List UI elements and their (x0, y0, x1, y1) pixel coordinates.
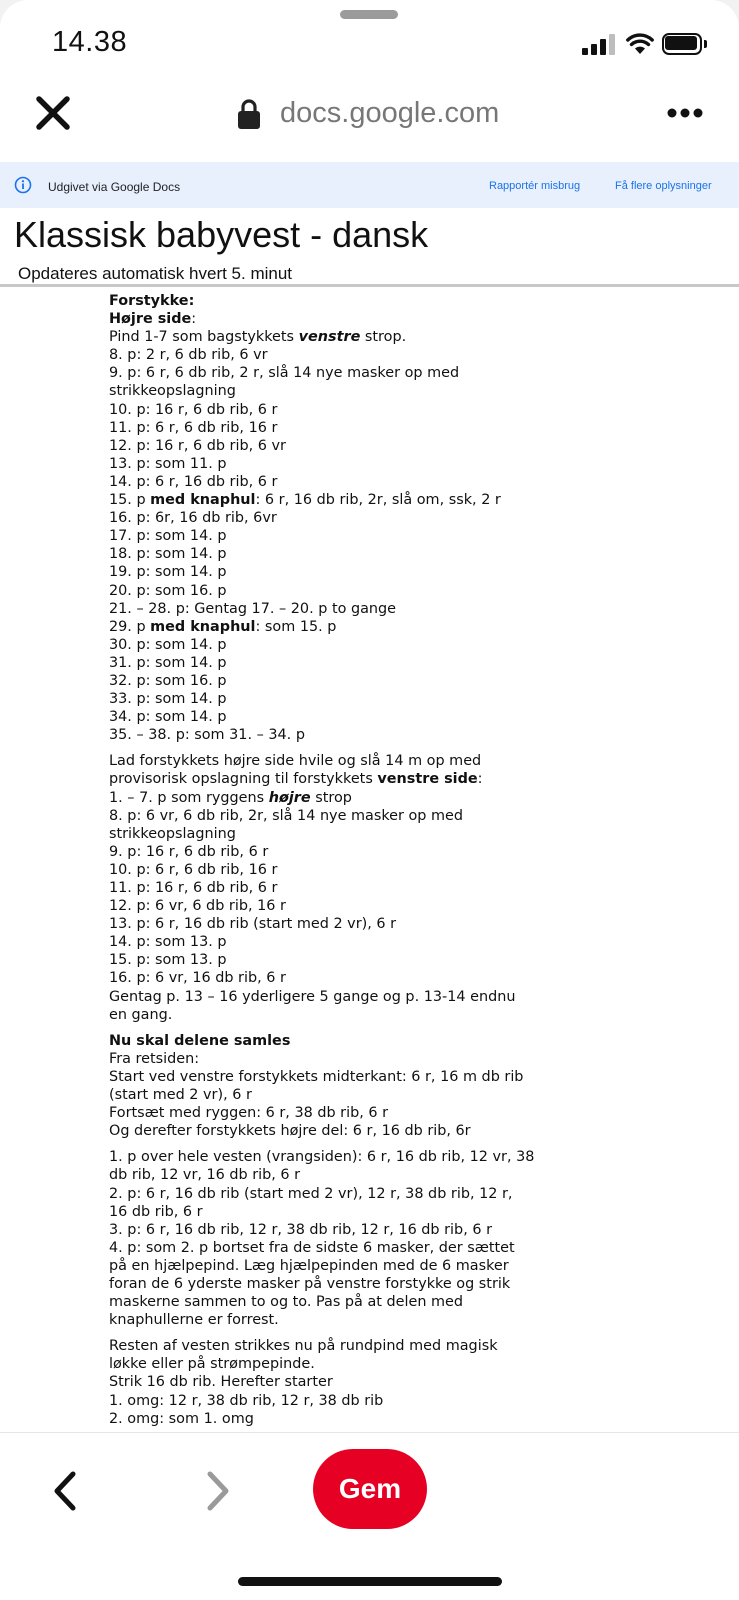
doc-text-run: Højre side (109, 311, 192, 328)
doc-line (109, 897, 709, 915)
doc-text-run: 10. p: 16 r, 6 db rib, 6 r (109, 401, 278, 418)
doc-line (109, 672, 709, 690)
doc-line (109, 969, 709, 987)
doc-line (109, 1373, 709, 1391)
doc-line (109, 473, 709, 491)
doc-line (109, 364, 709, 382)
doc-text-run: 16 db rib, 6 r (109, 1203, 203, 1220)
doc-text-run: med knaphul (150, 492, 256, 509)
doc-text-run: 9. p: 16 r, 6 db rib, 6 r (109, 843, 269, 860)
doc-text-run: venstre side (377, 771, 478, 788)
paragraph-gap (109, 744, 709, 752)
doc-text-run: 3. p: 6 r, 16 db rib, 12 r, 38 db rib, 12 r, 16 db rib, 6 r (109, 1221, 492, 1238)
doc-line (109, 752, 709, 770)
wifi-icon (626, 32, 654, 56)
doc-line (109, 1392, 709, 1410)
doc-text-run: 8. p: 6 vr, 6 db rib, 2r, slå 14 nye masker op med (109, 807, 464, 824)
doc-text-run: 20. p: som 16. p (109, 582, 227, 599)
doc-text-run: 30. p: som 14. p (109, 636, 227, 653)
paragraph-gap (109, 1329, 709, 1337)
doc-text-run: Fra retsiden: (109, 1050, 200, 1067)
signal-icon (582, 33, 616, 55)
close-icon[interactable] (34, 94, 72, 132)
doc-text-run: med knaphul (150, 618, 256, 635)
doc-line (109, 1293, 709, 1311)
chevron-right-icon[interactable] (203, 1469, 233, 1513)
doc-text-run: : (477, 771, 483, 788)
doc-line (109, 491, 709, 509)
doc-line (109, 437, 709, 455)
doc-line (109, 527, 709, 545)
doc-text-run: 12. p: 16 r, 6 db rib, 6 vr (109, 437, 286, 454)
learn-more-link[interactable]: Få flere oplysninger (615, 180, 712, 192)
doc-text-run: en gang. (109, 1006, 173, 1023)
doc-text-run: maskerne sammen to og to. Pas på at delen med (109, 1294, 464, 1311)
doc-line (109, 654, 709, 672)
doc-line (109, 1166, 709, 1184)
doc-line (109, 1355, 709, 1373)
doc-line (109, 1203, 709, 1221)
doc-line (109, 310, 709, 328)
doc-text-run: løkke eller på strømpepinde. (109, 1356, 315, 1373)
doc-text-run: 16. p: 6 vr, 16 db rib, 6 r (109, 970, 286, 987)
doc-text-run: 8. p: 2 r, 6 db rib, 6 vr (109, 347, 268, 364)
doc-text-run: 29. p (109, 618, 151, 635)
doc-text-run: 2. omg: som 1. omg (109, 1410, 254, 1427)
doc-line (109, 1050, 709, 1068)
doc-line (109, 292, 709, 310)
doc-line (109, 600, 709, 618)
status-time: 14.38 (52, 26, 128, 58)
doc-text-run: 12. p: 6 vr, 6 db rib, 16 r (109, 898, 286, 915)
doc-line (109, 419, 709, 437)
doc-text-run: 14. p: 6 r, 16 db rib, 6 r (109, 473, 278, 490)
doc-text-run: 1. – 7. p som ryggens (109, 789, 269, 806)
doc-text-run: 2. p: 6 r, 16 db rib (start med 2 vr), 12 r, 38 db rib, 12 r, (109, 1185, 513, 1202)
paragraph-gap (109, 1024, 709, 1032)
doc-text-run: : 6 r, 16 db rib, 2r, slå om, ssk, 2 r (255, 492, 501, 509)
home-indicator (238, 1577, 502, 1586)
doc-line (109, 1122, 709, 1140)
doc-line (109, 1148, 709, 1166)
url-text[interactable]: docs.google.com (280, 97, 500, 129)
doc-line (109, 1410, 709, 1428)
doc-line (109, 1104, 709, 1122)
doc-line (109, 770, 709, 788)
more-dots-icon[interactable] (666, 106, 704, 120)
doc-text-run: Strik 16 db rib. Herefter starter (109, 1374, 333, 1391)
info-icon (14, 176, 32, 194)
published-via-label: Udgivet via Google Docs (48, 180, 181, 194)
doc-text-run: 17. p: som 14. p (109, 528, 227, 545)
doc-line (109, 618, 709, 636)
doc-line (109, 1337, 709, 1355)
doc-text-run: 34. p: som 14. p (109, 709, 227, 726)
doc-line (109, 843, 709, 861)
doc-text-run: 13. p: som 11. p (109, 455, 227, 472)
doc-text-run: Pind 1-7 som bagstykkets (109, 329, 299, 346)
doc-text-run: 15. p (109, 492, 151, 509)
doc-line (109, 1068, 709, 1086)
doc-text-run: : (191, 311, 197, 328)
doc-text-run: knaphullerne er forrest. (109, 1312, 279, 1329)
doc-text-run: 11. p: 6 r, 6 db rib, 16 r (109, 419, 278, 436)
doc-text-run: strikkeopslagning (109, 383, 236, 400)
doc-text-run: 11. p: 16 r, 6 db rib, 6 r (109, 880, 278, 896)
doc-text-run: strop. (360, 329, 407, 346)
doc-text-run: Gentag p. 13 – 16 yderligere 5 gange og p. 13-14 endnu (109, 988, 516, 1005)
doc-text-run: Resten af vesten strikkes nu på rundpind med magisk (109, 1338, 498, 1355)
doc-line (109, 708, 709, 726)
doc-line (109, 563, 709, 581)
doc-text-run: 21. – 28. p: Gentag 17. – 20. p to gange (109, 600, 397, 617)
doc-line (109, 1239, 709, 1257)
doc-text-run: db rib, 12 vr, 16 db rib, 6 r (109, 1167, 301, 1184)
doc-text-run: Lad forstykkets højre side hvile og slå 14 m op med (109, 753, 482, 770)
doc-line (109, 1185, 709, 1203)
doc-text-run: højre (268, 789, 311, 806)
save-button[interactable]: Gem (313, 1449, 427, 1529)
doc-text-run: strikkeopslagning (109, 825, 236, 842)
notch-pill (340, 10, 398, 19)
doc-line (109, 825, 709, 843)
doc-subtitle: Opdateres automatisk hvert 5. minut (18, 264, 293, 283)
doc-text-run: 16. p: 6r, 16 db rib, 6vr (109, 510, 277, 527)
doc-text-run: 1. omg: 12 r, 38 db rib, 12 r, 38 db rib (109, 1392, 384, 1409)
doc-line (109, 346, 709, 364)
doc-text-run: Start ved venstre forstykkets midterkant: 6 r, 16 m db rib (109, 1068, 524, 1085)
doc-line (109, 1032, 709, 1050)
doc-line (109, 726, 709, 744)
doc-line (109, 951, 709, 969)
chevron-left-icon[interactable] (50, 1469, 80, 1513)
doc-line (109, 988, 709, 1006)
doc-text-run: foran de 6 yderste masker på venstre forstykke og strik (109, 1275, 511, 1292)
doc-text-run: : som 15. p (255, 618, 337, 635)
doc-text-run: Nu skal delene samles (109, 1032, 291, 1049)
doc-body (109, 292, 709, 1432)
doc-text-run: 19. p: som 14. p (109, 564, 227, 581)
doc-text-run: Forstykke: (109, 293, 195, 309)
doc-line (109, 690, 709, 708)
doc-text-run: 35. – 38. p: som 31. – 34. p (109, 727, 305, 744)
doc-text-run: 32. p: som 16. p (109, 672, 227, 689)
doc-line (109, 636, 709, 654)
doc-line (109, 509, 709, 527)
doc-text-run: (start med 2 vr), 6 r (109, 1087, 252, 1104)
doc-text-run: 9. p: 6 r, 6 db rib, 2 r, slå 14 nye masker op med (109, 365, 460, 382)
doc-line (109, 328, 709, 346)
doc-text-run: Og derefter forstykkets højre del: 6 r, 16 db rib, 6r (109, 1123, 471, 1140)
doc-line (109, 879, 709, 897)
doc-text-run: 33. p: som 14. p (109, 691, 227, 708)
doc-line (109, 1221, 709, 1239)
doc-text-run: 1. p over hele vesten (vrangsiden): 6 r, 16 db rib, 12 vr, 38 (109, 1149, 535, 1166)
doc-line (109, 915, 709, 933)
doc-text-run: 13. p: 6 r, 16 db rib (start med 2 vr), 6 r (109, 916, 397, 933)
doc-text-run: 10. p: 6 r, 6 db rib, 16 r (109, 861, 278, 878)
doc-text-run: 15. p: som 13. p (109, 952, 227, 969)
doc-line (109, 455, 709, 473)
doc-line (109, 545, 709, 563)
battery-icon (662, 33, 708, 55)
doc-text-run: på en hjælpepind. Læg hjælpepinden med de 6 masker (109, 1257, 509, 1274)
doc-text-run: 31. p: som 14. p (109, 654, 227, 671)
report-abuse-link[interactable]: Rapportér misbrug (489, 180, 581, 192)
doc-line (109, 401, 709, 419)
doc-line (109, 1006, 709, 1024)
paragraph-gap (109, 1140, 709, 1148)
doc-line (109, 1086, 709, 1104)
header-divider (0, 284, 739, 287)
doc-line (109, 861, 709, 879)
lock-icon (236, 98, 262, 130)
doc-line (109, 807, 709, 825)
doc-text-run: 18. p: som 14. p (109, 546, 227, 563)
doc-line (109, 582, 709, 600)
doc-text-run: 14. p: som 13. p (109, 934, 227, 951)
doc-line (109, 933, 709, 951)
doc-text-run: venstre (298, 329, 361, 346)
doc-text-run: strop (310, 789, 352, 806)
doc-title: Klassisk babyvest - dansk (14, 214, 429, 255)
doc-line (109, 789, 709, 807)
doc-line (109, 1311, 709, 1329)
doc-text-run: Fortsæt med ryggen: 6 r, 38 db rib, 6 r (109, 1105, 389, 1122)
doc-line (109, 1257, 709, 1275)
doc-text-run: provisorisk opslagning til forstykkets (109, 771, 378, 788)
doc-line (109, 382, 709, 400)
doc-line (109, 1275, 709, 1293)
doc-text-run: 4. p: som 2. p bortset fra de sidste 6 masker, der sættet (109, 1239, 515, 1256)
